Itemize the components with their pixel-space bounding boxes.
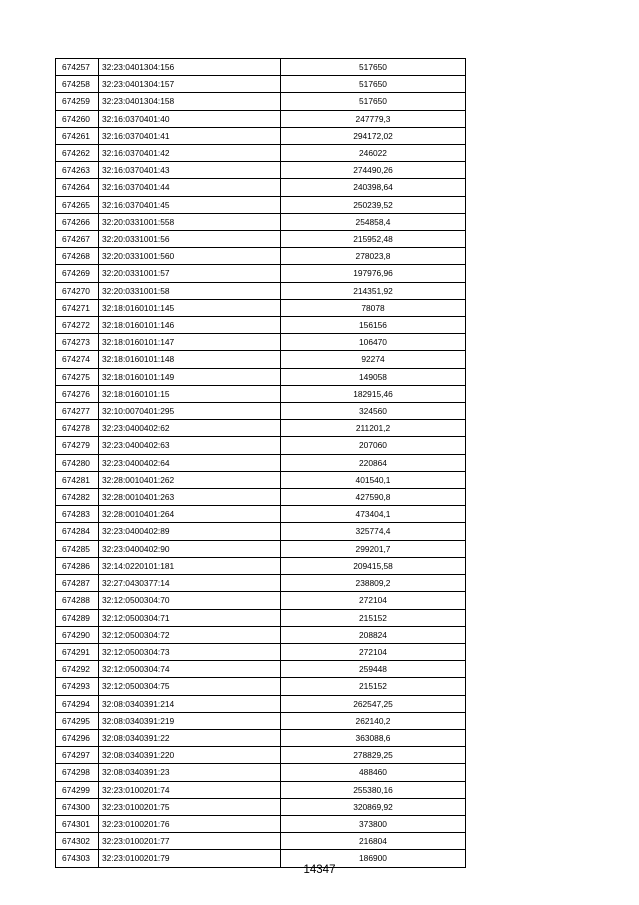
cadastral-number-cell: 32:20:0331001:57 — [99, 265, 281, 282]
value-cell: 211201,2 — [281, 420, 466, 437]
cadastral-number-cell: 32:20:0331001:560 — [99, 248, 281, 265]
record-id-cell: 674268 — [56, 248, 99, 265]
cadastral-number-cell: 32:18:0160101:15 — [99, 385, 281, 402]
cadastral-number-cell: 32:08:0340391:214 — [99, 695, 281, 712]
cadastral-number-cell: 32:16:0370401:44 — [99, 179, 281, 196]
record-id-cell: 674284 — [56, 523, 99, 540]
record-id-cell: 674278 — [56, 420, 99, 437]
record-id-cell: 674289 — [56, 609, 99, 626]
value-cell: 240398,64 — [281, 179, 466, 196]
value-cell: 149058 — [281, 368, 466, 385]
record-id-cell: 674279 — [56, 437, 99, 454]
record-id-cell: 674290 — [56, 626, 99, 643]
value-cell: 299201,7 — [281, 540, 466, 557]
table-row — [56, 110, 466, 127]
cadastral-number-cell: 32:14:0220101:181 — [99, 557, 281, 574]
table-row — [56, 317, 466, 334]
value-cell: 278023,8 — [281, 248, 466, 265]
value-cell: 320869,92 — [281, 798, 466, 815]
cadastral-number-cell: 32:10:0070401:295 — [99, 403, 281, 420]
table-row — [56, 127, 466, 144]
record-id-cell: 674298 — [56, 764, 99, 781]
table-row — [56, 557, 466, 574]
table-row — [56, 643, 466, 660]
table-row — [56, 592, 466, 609]
value-cell: 246022 — [281, 145, 466, 162]
value-cell: 363088,6 — [281, 729, 466, 746]
table-row — [56, 179, 466, 196]
value-cell: 294172,02 — [281, 127, 466, 144]
cadastral-number-cell: 32:28:0010401:262 — [99, 471, 281, 488]
cadastral-number-cell: 32:20:0331001:56 — [99, 231, 281, 248]
cadastral-number-cell: 32:12:0500304:71 — [99, 609, 281, 626]
table-row — [56, 213, 466, 230]
table-row — [56, 385, 466, 402]
record-id-cell: 674264 — [56, 179, 99, 196]
value-cell: 220864 — [281, 454, 466, 471]
table-row — [56, 695, 466, 712]
table-row — [56, 661, 466, 678]
value-cell: 272104 — [281, 592, 466, 609]
value-cell: 401540,1 — [281, 471, 466, 488]
value-cell: 272104 — [281, 643, 466, 660]
cadastral-number-cell: 32:28:0010401:263 — [99, 489, 281, 506]
value-cell: 278829,25 — [281, 747, 466, 764]
page-number: 14347 — [303, 864, 336, 876]
table-row — [56, 403, 466, 420]
cadastral-number-cell: 32:12:0500304:75 — [99, 678, 281, 695]
value-cell: 215152 — [281, 609, 466, 626]
value-cell: 473404,1 — [281, 506, 466, 523]
value-cell: 373800 — [281, 815, 466, 832]
cadastral-number-cell: 32:23:0400402:64 — [99, 454, 281, 471]
record-id-cell: 674294 — [56, 695, 99, 712]
cadastral-number-cell: 32:23:0400402:63 — [99, 437, 281, 454]
value-cell: 216804 — [281, 833, 466, 850]
record-id-cell: 674266 — [56, 213, 99, 230]
table-row — [56, 471, 466, 488]
cadastral-number-cell: 32:23:0401304:157 — [99, 76, 281, 93]
record-id-cell: 674257 — [56, 59, 99, 76]
cadastral-number-cell: 32:16:0370401:42 — [99, 145, 281, 162]
record-id-cell: 674297 — [56, 747, 99, 764]
cadastral-number-cell: 32:20:0331001:558 — [99, 213, 281, 230]
table-row — [56, 454, 466, 471]
value-cell: 517650 — [281, 76, 466, 93]
table-row — [56, 729, 466, 746]
record-id-cell: 674276 — [56, 385, 99, 402]
value-cell: 182915,46 — [281, 385, 466, 402]
record-id-cell: 674271 — [56, 299, 99, 316]
record-id-cell: 674288 — [56, 592, 99, 609]
record-id-cell: 674269 — [56, 265, 99, 282]
table-row — [56, 59, 466, 76]
table-row — [56, 781, 466, 798]
record-id-cell: 674273 — [56, 334, 99, 351]
cadastral-number-cell: 32:18:0160101:148 — [99, 351, 281, 368]
cadastral-number-cell: 32:18:0160101:149 — [99, 368, 281, 385]
cadastral-number-cell: 32:23:0100201:74 — [99, 781, 281, 798]
cadastral-number-cell: 32:08:0340391:220 — [99, 747, 281, 764]
table-row — [56, 282, 466, 299]
table-row — [56, 523, 466, 540]
cadastral-number-cell: 32:16:0370401:41 — [99, 127, 281, 144]
cadastral-number-cell: 32:08:0340391:22 — [99, 729, 281, 746]
cadastral-number-cell: 32:18:0160101:146 — [99, 317, 281, 334]
cadastral-number-cell: 32:08:0340391:23 — [99, 764, 281, 781]
value-cell: 517650 — [281, 93, 466, 110]
record-id-cell: 674281 — [56, 471, 99, 488]
cadastral-number-cell: 32:12:0500304:72 — [99, 626, 281, 643]
table-row — [56, 764, 466, 781]
cadastral-number-cell: 32:23:0401304:158 — [99, 93, 281, 110]
cadastral-number-cell: 32:18:0160101:145 — [99, 299, 281, 316]
value-cell: 247779,3 — [281, 110, 466, 127]
value-cell: 324560 — [281, 403, 466, 420]
value-cell: 250239,52 — [281, 196, 466, 213]
record-id-cell: 674301 — [56, 815, 99, 832]
value-cell: 106470 — [281, 334, 466, 351]
cadastral-number-cell: 32:16:0370401:43 — [99, 162, 281, 179]
record-id-cell: 674285 — [56, 540, 99, 557]
value-cell: 186900 — [281, 850, 466, 867]
table-row — [56, 609, 466, 626]
value-cell: 207060 — [281, 437, 466, 454]
record-id-cell: 674292 — [56, 661, 99, 678]
record-id-cell: 674287 — [56, 575, 99, 592]
record-id-cell: 674262 — [56, 145, 99, 162]
cadastral-number-cell: 32:12:0500304:70 — [99, 592, 281, 609]
cadastral-number-cell: 32:23:0100201:75 — [99, 798, 281, 815]
value-cell: 517650 — [281, 59, 466, 76]
record-id-cell: 674283 — [56, 506, 99, 523]
table-row — [56, 437, 466, 454]
table-row — [56, 489, 466, 506]
record-id-cell: 674258 — [56, 76, 99, 93]
cadastral-number-cell: 32:28:0010401:264 — [99, 506, 281, 523]
value-cell: 262140,2 — [281, 712, 466, 729]
value-cell: 92274 — [281, 351, 466, 368]
record-id-cell: 674299 — [56, 781, 99, 798]
record-id-cell: 674302 — [56, 833, 99, 850]
record-id-cell: 674293 — [56, 678, 99, 695]
record-id-cell: 674282 — [56, 489, 99, 506]
value-cell: 325774,4 — [281, 523, 466, 540]
record-id-cell: 674274 — [56, 351, 99, 368]
table-row — [56, 712, 466, 729]
record-id-cell: 674286 — [56, 557, 99, 574]
cadastral-number-cell: 32:23:0400402:90 — [99, 540, 281, 557]
record-id-cell: 674277 — [56, 403, 99, 420]
table-row — [56, 248, 466, 265]
value-cell: 262547,25 — [281, 695, 466, 712]
table-row — [56, 815, 466, 832]
value-cell: 208824 — [281, 626, 466, 643]
cadastral-value-table — [55, 58, 466, 868]
table-row — [56, 506, 466, 523]
cadastral-number-cell: 32:18:0160101:147 — [99, 334, 281, 351]
table-row — [56, 833, 466, 850]
cadastral-number-cell: 32:16:0370401:45 — [99, 196, 281, 213]
record-id-cell: 674296 — [56, 729, 99, 746]
table-row — [56, 747, 466, 764]
record-id-cell: 674265 — [56, 196, 99, 213]
cadastral-number-cell: 32:23:0401304:156 — [99, 59, 281, 76]
value-cell: 78078 — [281, 299, 466, 316]
value-cell: 197976,96 — [281, 265, 466, 282]
value-cell: 215152 — [281, 678, 466, 695]
record-id-cell: 674300 — [56, 798, 99, 815]
value-cell: 427590,8 — [281, 489, 466, 506]
value-cell: 215952,48 — [281, 231, 466, 248]
table-row — [56, 540, 466, 557]
table-row — [56, 76, 466, 93]
record-id-cell: 674267 — [56, 231, 99, 248]
table-body — [56, 59, 466, 868]
value-cell: 209415,58 — [281, 557, 466, 574]
record-id-cell: 674291 — [56, 643, 99, 660]
table-row — [56, 299, 466, 316]
table-row — [56, 798, 466, 815]
table-row — [56, 196, 466, 213]
value-cell: 274490,26 — [281, 162, 466, 179]
table-row — [56, 575, 466, 592]
cadastral-number-cell: 32:23:0100201:76 — [99, 815, 281, 832]
table-row — [56, 145, 466, 162]
cadastral-number-cell: 32:16:0370401:40 — [99, 110, 281, 127]
cadastral-number-cell: 32:23:0100201:77 — [99, 833, 281, 850]
table-row — [56, 626, 466, 643]
cadastral-number-cell: 32:12:0500304:74 — [99, 661, 281, 678]
cadastral-number-cell: 32:20:0331001:58 — [99, 282, 281, 299]
record-id-cell: 674272 — [56, 317, 99, 334]
table-row — [56, 334, 466, 351]
table-row — [56, 368, 466, 385]
cadastral-number-cell: 32:12:0500304:73 — [99, 643, 281, 660]
record-id-cell: 674295 — [56, 712, 99, 729]
record-id-cell: 674260 — [56, 110, 99, 127]
table-row — [56, 678, 466, 695]
record-id-cell: 674259 — [56, 93, 99, 110]
record-id-cell: 674303 — [56, 850, 99, 867]
value-cell: 259448 — [281, 661, 466, 678]
value-cell: 255380,16 — [281, 781, 466, 798]
value-cell: 214351,92 — [281, 282, 466, 299]
table-row — [56, 93, 466, 110]
table-row — [56, 231, 466, 248]
record-id-cell: 674280 — [56, 454, 99, 471]
cadastral-number-cell: 32:23:0100201:79 — [99, 850, 281, 867]
table-row — [56, 162, 466, 179]
value-cell: 156156 — [281, 317, 466, 334]
value-cell: 254858,4 — [281, 213, 466, 230]
record-id-cell: 674261 — [56, 127, 99, 144]
record-id-cell: 674270 — [56, 282, 99, 299]
value-cell: 238809,2 — [281, 575, 466, 592]
cadastral-number-cell: 32:23:0400402:89 — [99, 523, 281, 540]
table-row — [56, 265, 466, 282]
value-cell: 488460 — [281, 764, 466, 781]
record-id-cell: 674275 — [56, 368, 99, 385]
cadastral-number-cell: 32:27:0430377:14 — [99, 575, 281, 592]
table-row — [56, 351, 466, 368]
table-row — [56, 420, 466, 437]
record-id-cell: 674263 — [56, 162, 99, 179]
cadastral-number-cell: 32:08:0340391:219 — [99, 712, 281, 729]
cadastral-number-cell: 32:23:0400402:62 — [99, 420, 281, 437]
